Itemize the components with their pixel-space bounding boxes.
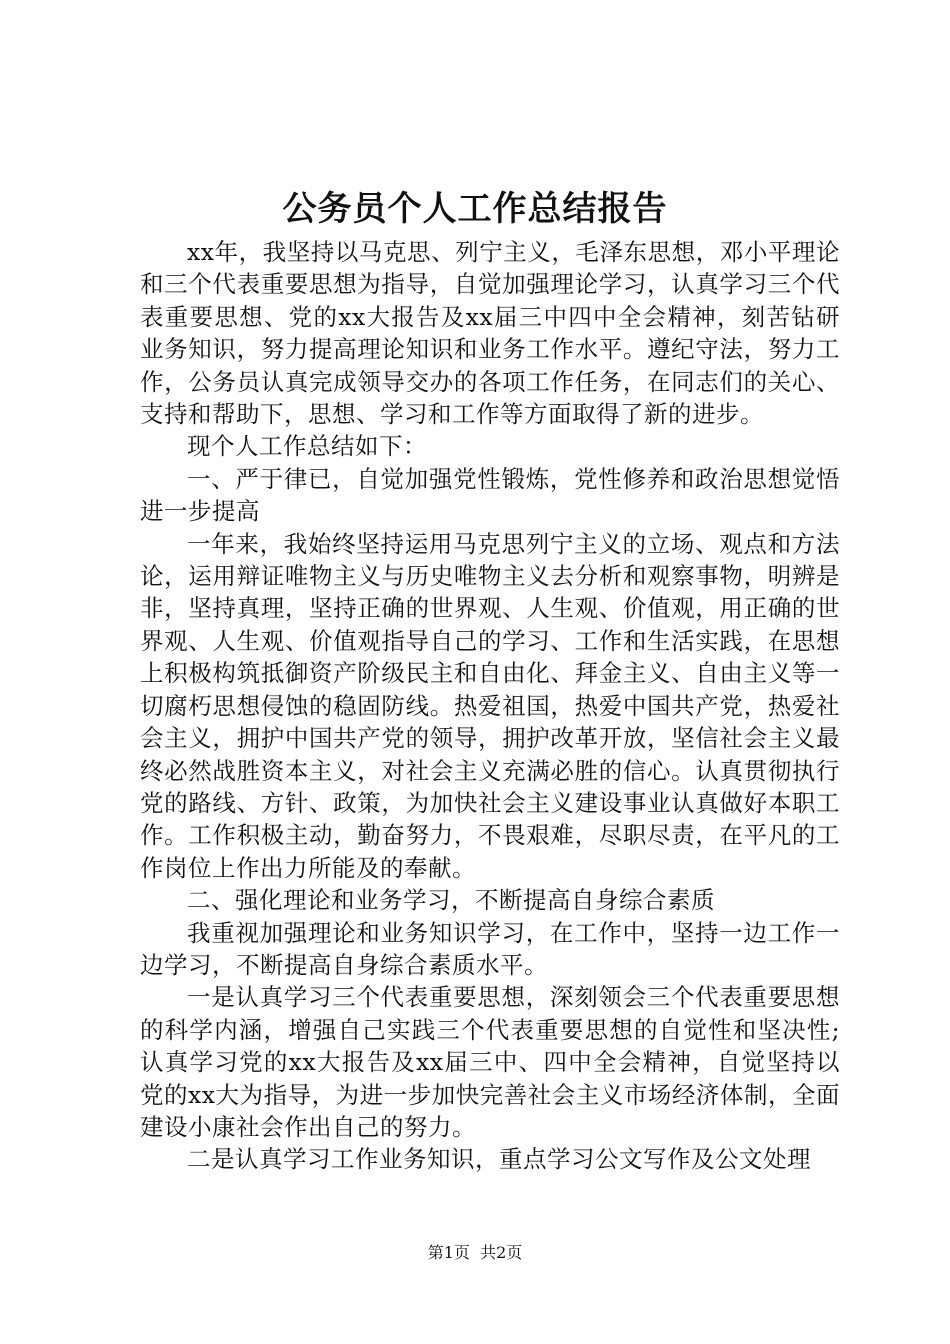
page-footer [0, 1242, 950, 1264]
page-total: 共2页 [480, 1243, 523, 1262]
document-body [140, 236, 840, 1176]
paragraph: 二是认真学习工作业务知识，重点学习公文写作及公文处理 [187, 1145, 811, 1174]
section-heading: 一、严于律已，自觉加强党性锻炼，党性修养和政治思想觉悟进一步提高 [140, 464, 840, 526]
paragraph: 一是认真学习三个代表重要思想，深刻领会三个代表重要思想的科学内涵，增强自己实践三个代表重要思想的自觉性和坚决性;认真学习党的xx大报告及xx届三中、四中全会精神，自觉坚持以党的xx大为指导，为进一步加快完善社会主义市场经济体制，全面建设小康社会作出自己的努力。 [140, 983, 840, 1141]
document-title: 公务员个人工作总结报告 [282, 189, 668, 229]
paragraph: xx年，我坚持以马克思、列宁主义，毛泽东思想，邓小平理论和三个代表重要思想为指导，自觉加强理论学习，认真学习三个代表重要思想、党的xx大报告及xx届三中四中全会精神，刻苦钻研业务知识，努力提高理论知识和业务工作水平。遵纪守法，努力工作，公务员认真完成领导交办的各项工作任务，在同志们的关心、支持和帮助下，思想、学习和工作等方面取得了新的进步。 [140, 238, 840, 429]
paragraph: 我重视加强理论和业务知识学习，在工作中，坚持一边工作一边学习，不断提高自身综合素质水平。 [140, 918, 840, 979]
paragraph: 现个人工作总结如下： [187, 432, 427, 461]
page-number: 第1页 [427, 1243, 470, 1262]
section-heading: 二、强化理论和业务学习，不断提高自身综合素质 [187, 886, 715, 915]
paragraph: 一年来，我始终坚持运用马克思列宁主义的立场、观点和方法论，运用辩证唯物主义与历史唯物主义去分析和观察事物，明辨是非，坚持真理，坚持正确的世界观、人生观、价值观，用正确的世界观、人生观、价值观指导自己的学习、工作和生活实践，在思想上积极构筑抵御资产阶级民主和自由化、拜金主义、自由主义等一切腐朽思想侵蚀的稳固防线。热爱祖国，热爱中国共产党，热爱社会主义，拥护中国共产党的领导，拥护改革开放，坚信社会主义最终必然战胜资本主义，对社会主义充满必胜的信心。认真贯彻执行党的路线、方针、政策，为加快社会主义建设事业认真做好本职工作。工作积极主动，勤奋努力，不畏艰难，尽职尽责，在平凡的工作岗位上作出力所能及的奉献。 [140, 529, 840, 882]
